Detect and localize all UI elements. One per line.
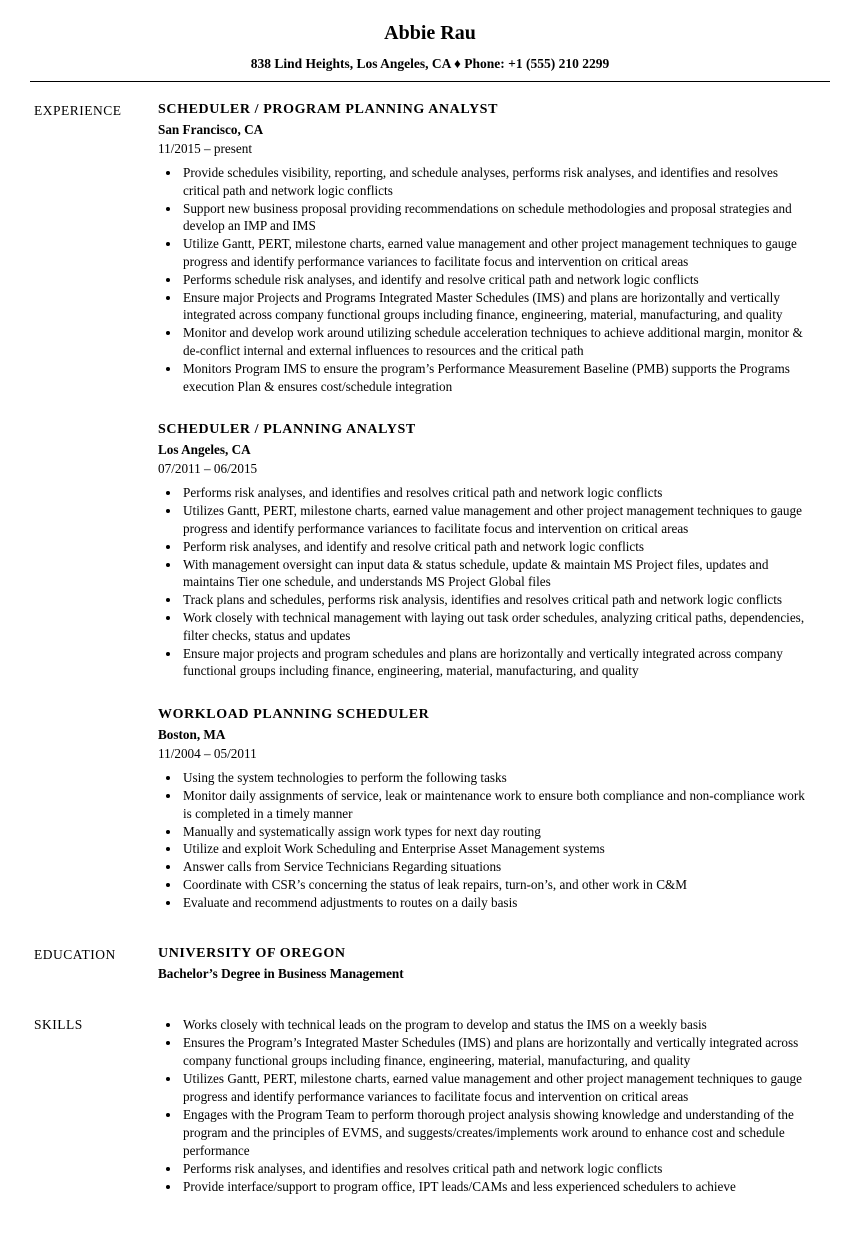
section-label-skills: SKILLS bbox=[34, 1016, 83, 1032]
bullet-item: • Utilizes Gantt, PERT, milestone charts, earned value management and other project management techniques to gauge progress and identify performance variances to facilitate focus and intervention on critical areas bbox=[181, 1070, 816, 1106]
bullet-item: • Coordinate with CSR’s concerning the status of leak repairs, turn-on’s, and other work in C&M bbox=[181, 876, 816, 894]
education-body bbox=[158, 946, 830, 982]
bullet-item: • Ensure major projects and program schedules and plans are horizontally and vertically integrated across company functional groups including finance, engineering, material, manufacturing, and quality bbox=[181, 645, 816, 681]
school-name: UNIVERSITY OF OREGON bbox=[158, 945, 346, 961]
job-title: SCHEDULER / PLANNING ANALYST bbox=[158, 422, 416, 438]
bullet-item: • Engages with the Program Team to perform thorough project analysis showing knowledge and understanding of the program and the principles of EVMS, and suggests/creates/implements work around to enhance cost and schedule performance bbox=[181, 1106, 816, 1159]
bullet-item: • Manually and systematically assign work types for next day routing bbox=[181, 823, 816, 841]
job-dates: 11/2015 – present bbox=[158, 141, 253, 156]
bullet-item: • Provide interface/support to program office, IPT leads/CAMs and less experienced schedulers to achieve bbox=[181, 1178, 816, 1196]
experience-body bbox=[158, 102, 830, 912]
resume-header bbox=[30, 0, 830, 82]
bullet-item: • Works closely with technical leads on the program to develop and status the IMS on a weekly basis bbox=[181, 1016, 816, 1034]
bullet-item: • Monitors Program IMS to ensure the program’s Performance Measurement Baseline (PMB) supports the Programs execution Plan & ensures cost/schedule integration bbox=[181, 360, 816, 396]
job-bullet-list bbox=[158, 164, 816, 395]
bullet-item: • Utilizes Gantt, PERT, milestone charts, earned value management and other project management techniques to gauge progress and identify performance variances to facilitate focus and intervention on critical areas bbox=[181, 502, 816, 538]
bullet-item: • Support new business proposal providing recommendations on schedule methodologies and proposal strategies and develop an IMP and IMS bbox=[181, 200, 816, 236]
job-title: WORKLOAD PLANNING SCHEDULER bbox=[158, 707, 430, 723]
bullet-item: • Utilize Gantt, PERT, milestone charts, earned value management and other project management techniques to gauge progress and identify performance variances to facilitate focus and intervention on critical areas bbox=[181, 235, 816, 271]
job-location: Los Angeles, CA bbox=[158, 442, 251, 458]
header-divider bbox=[30, 81, 830, 82]
bullet-item: • With management oversight can input data & status schedule, update & maintain MS Project files, updates and maintains Tier one schedule, and understands MS Project Global files bbox=[181, 556, 816, 592]
bullet-item: • Performs risk analyses, and identifies and resolves critical path and network logic conflicts bbox=[181, 484, 816, 502]
job-bullet-list bbox=[158, 769, 816, 911]
job-bullet-list bbox=[158, 484, 816, 680]
bullet-item: • Track plans and schedules, performs risk analysis, identifies and resolves critical path and network logic conflicts bbox=[181, 591, 816, 609]
section-education bbox=[30, 946, 830, 982]
section-experience bbox=[30, 102, 830, 912]
bullet-item: • Work closely with technical management with laying out task order schedules, analyzing critical paths, dependencies, filter checks, status and updates bbox=[181, 609, 816, 645]
bullet-item: • Ensures the Program’s Integrated Master Schedules (IMS) and plans are horizontally and vertically integrated across company functional groups including finance, engineering, material, manufacturing, and quality bbox=[181, 1034, 816, 1070]
job-dates: 07/2011 – 06/2015 bbox=[158, 461, 258, 477]
section-label-experience: EXPERIENCE bbox=[34, 103, 122, 118]
job-entry-1 bbox=[158, 102, 816, 395]
bullet-item: • Provide schedules visibility, reporting, and schedule analyses, performs risk analyses, and identifies and resolves critical path and network logic conflicts bbox=[181, 164, 816, 200]
bullet-item: • Evaluate and recommend adjustments to routes on a daily basis bbox=[181, 894, 816, 912]
skills-bullet-list bbox=[158, 1016, 816, 1196]
job-title: SCHEDULER / PROGRAM PLANNING ANALYST bbox=[158, 102, 499, 117]
section-skills bbox=[30, 1016, 830, 1197]
job-entry-2 bbox=[158, 422, 816, 680]
job-location: San Francisco, CA bbox=[158, 122, 264, 137]
bullet-item: • Performs schedule risk analyses, and identify and resolve critical path and network logic conflicts bbox=[181, 271, 816, 289]
contact-line: 838 Lind Heights, Los Angeles, CA ♦ Phone: +1 (555) 210 2299 bbox=[250, 56, 610, 71]
bullet-item: • Ensure major Projects and Programs Integrated Master Schedules (IMS) and plans are horizontally and vertically integrated across company functional groups including finance, engineering, material, manufacturing, and quality bbox=[181, 289, 816, 325]
bullet-item: • Answer calls from Service Technicians Regarding situations bbox=[181, 858, 816, 876]
section-label-education: EDUCATION bbox=[34, 946, 116, 962]
job-entry-3 bbox=[158, 707, 816, 911]
candidate-name: Abbie Rau bbox=[384, 22, 476, 44]
bullet-item: • Using the system technologies to perform the following tasks bbox=[181, 769, 816, 787]
bullet-item: • Monitor daily assignments of service, leak or maintenance work to ensure both compliance and non-compliance work is completed in a timely manner bbox=[181, 787, 816, 823]
job-location: Boston, MA bbox=[158, 727, 226, 743]
degree-name: Bachelor’s Degree in Business Management bbox=[158, 965, 404, 981]
job-dates: 11/2004 – 05/2011 bbox=[158, 746, 257, 762]
skills-body bbox=[158, 1016, 830, 1197]
bullet-item: • Monitor and develop work around utilizing schedule acceleration techniques to achieve additional margin, monitor & de-conflict internal and external influences to resources and the critical path bbox=[181, 324, 816, 360]
bullet-item: • Performs risk analyses, and identifies and resolves critical path and network logic conflicts bbox=[181, 1160, 816, 1178]
bullet-item: • Perform risk analyses, and identify and resolve critical path and network logic conflicts bbox=[181, 538, 816, 556]
bullet-item: • Utilize and exploit Work Scheduling and Enterprise Asset Management systems bbox=[181, 840, 816, 858]
